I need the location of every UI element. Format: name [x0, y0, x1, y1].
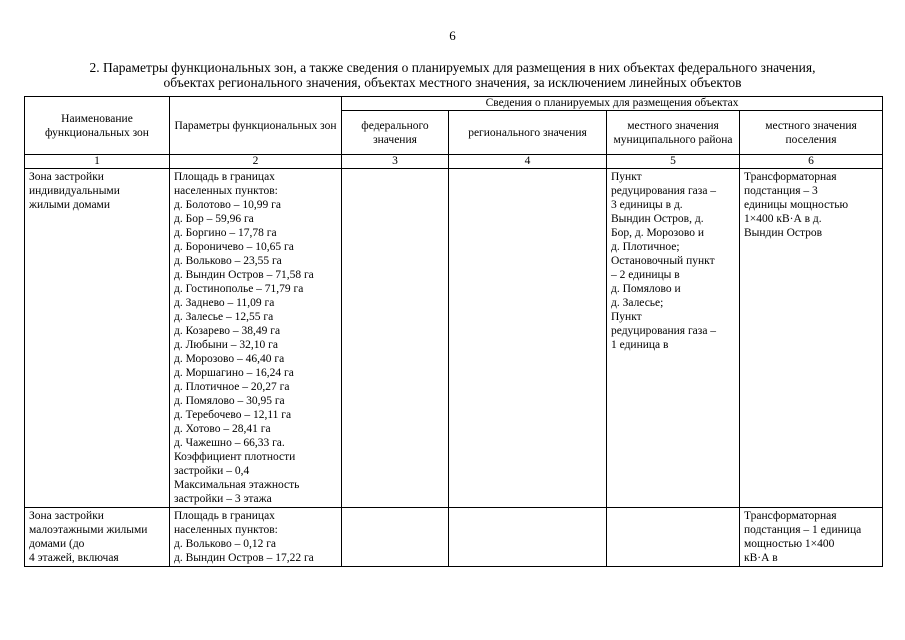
cell-text-line: д. Теребочево – 12,11 га: [174, 409, 292, 421]
cell-text-line: д. Плотичное;: [611, 241, 680, 253]
cell-text-line: Максимальная этажность: [174, 479, 300, 491]
column-number: 6: [740, 155, 883, 169]
cell-text-line: населенных пунктов:: [174, 185, 278, 197]
page-number: 6: [449, 28, 456, 43]
cell-text-line: населенных пунктов:: [174, 524, 278, 536]
cell-text-line: подстанция – 1 единица: [744, 524, 862, 536]
section-title: [20, 60, 885, 90]
cell-text-line: 4 этажей, включая: [29, 552, 119, 564]
cell-text-line: Трансформаторная: [744, 510, 837, 522]
column-number: 2: [170, 155, 342, 169]
zone-params-cell: [170, 508, 342, 567]
header-municipal: местного значения муниципального района: [607, 111, 740, 155]
cell-text-line: д. Вындин Остров – 71,58 га: [174, 269, 314, 281]
cell-text-line: кВ·А в: [744, 552, 778, 564]
title-line-2: объектах регионального значения, объектах местного значения, за исключением линейных объектов: [163, 75, 742, 90]
cell-text-line: домами (до: [29, 538, 85, 550]
cell-text-line: д. Плотичное – 20,27 га: [174, 381, 290, 393]
cell-text-line: Пункт: [611, 171, 642, 183]
column-number: 1: [25, 155, 170, 169]
cell-text-line: д. Гостинополье – 71,79 га: [174, 283, 304, 295]
municipal-objects-cell: [607, 169, 740, 508]
cell-text-line: редуцирования газа –: [611, 185, 717, 197]
federal-objects-cell: [342, 508, 449, 567]
cell-text-line: д. Морозово – 46,40 га: [174, 353, 285, 365]
header-zone-params: Параметры функциональных зон: [170, 97, 342, 155]
cell-text-line: д. Любыни – 32,10 га: [174, 339, 278, 351]
cell-text-line: подстанция – 3: [744, 185, 818, 197]
header-regional: регионального значения: [449, 111, 607, 155]
column-number: 3: [342, 155, 449, 169]
header-federal: федерального значения: [342, 111, 449, 155]
regional-objects-cell: [449, 169, 607, 508]
column-number: 4: [449, 155, 607, 169]
zone-params-cell: [170, 169, 342, 508]
cell-text-line: 1×400 кВ·А в д.: [744, 213, 822, 225]
municipal-objects-cell: [607, 508, 740, 567]
cell-text-line: д. Вындин Остров – 17,22 га: [174, 552, 314, 564]
federal-objects-cell: [342, 169, 449, 508]
cell-text-line: Остановочный пункт: [611, 255, 715, 267]
cell-text-line: Бор, д. Морозово и: [611, 227, 704, 239]
cell-text-line: индивидуальными: [29, 185, 120, 197]
cell-text-line: малоэтажными жилыми: [29, 524, 148, 536]
cell-text-line: д. Вольково – 0,12 га: [174, 538, 277, 550]
cell-text-line: застройки – 0,4: [174, 465, 250, 477]
cell-text-line: 3 единицы в д.: [611, 199, 683, 211]
header-row-1: [25, 97, 883, 111]
cell-text-line: д. Хотово – 28,41 га: [174, 423, 271, 435]
cell-text-line: жилыми домами: [29, 199, 110, 211]
cell-text-line: д. Бор – 59,96 га: [174, 213, 254, 225]
cell-text-line: д. Моршагино – 16,24 га: [174, 367, 294, 379]
cell-text-line: Трансформаторная: [744, 171, 837, 183]
cell-text-line: Зона застройки: [29, 171, 104, 183]
cell-text-line: 1 единица в: [611, 339, 669, 351]
cell-text-line: Площадь в границах: [174, 510, 275, 522]
cell-text-line: д. Вольково – 23,55 га: [174, 255, 282, 267]
settlement-objects-cell: [740, 508, 883, 567]
cell-text-line: Вындин Остров, д.: [611, 213, 704, 225]
cell-text-line: д. Боргино – 17,78 га: [174, 227, 277, 239]
zones-table: [24, 96, 883, 567]
cell-text-line: – 2 единицы в: [611, 269, 680, 281]
cell-text-line: Пункт: [611, 311, 642, 323]
column-number-row: [25, 155, 883, 169]
cell-text-line: Коэффициент плотности: [174, 451, 296, 463]
title-line-1: 2. Параметры функциональных зон, а также сведения о планируемых для размещения в них объектах федерального значения,: [89, 60, 816, 75]
header-planned-objects: Сведения о планируемых для размещения объектах: [342, 97, 883, 111]
cell-text-line: редуцирования газа –: [611, 325, 717, 337]
cell-text-line: д. Помялово и: [611, 283, 681, 295]
cell-text-line: застройки – 3 этажа: [174, 493, 272, 505]
header-zone-name: Наименование функциональных зон: [25, 97, 170, 155]
settlement-objects-cell: [740, 169, 883, 508]
cell-text-line: д. Заднево – 11,09 га: [174, 297, 275, 309]
cell-text-line: д. Козарево – 38,49 га: [174, 325, 281, 337]
table-row: [25, 169, 883, 508]
cell-text-line: д. Болотово – 10,99 га: [174, 199, 281, 211]
cell-text-line: д. Залесье – 12,55 га: [174, 311, 274, 323]
cell-text-line: Зона застройки: [29, 510, 104, 522]
regional-objects-cell: [449, 508, 607, 567]
zone-name-cell: [25, 508, 170, 567]
cell-text-line: Площадь в границах: [174, 171, 275, 183]
cell-text-line: д. Залесье;: [611, 297, 664, 309]
column-number: 5: [607, 155, 740, 169]
cell-text-line: мощностью 1×400: [744, 538, 835, 550]
cell-text-line: Вындин Остров: [744, 227, 823, 239]
zone-name-cell: [25, 169, 170, 508]
cell-text-line: д. Бороничево – 10,65 га: [174, 241, 294, 253]
cell-text-line: д. Чажешно – 66,33 га.: [174, 437, 285, 449]
table-row: [25, 508, 883, 567]
cell-text-line: единицы мощностью: [744, 199, 849, 211]
cell-text-line: д. Помялово – 30,95 га: [174, 395, 285, 407]
header-settlement: местного значения поселения: [740, 111, 883, 155]
